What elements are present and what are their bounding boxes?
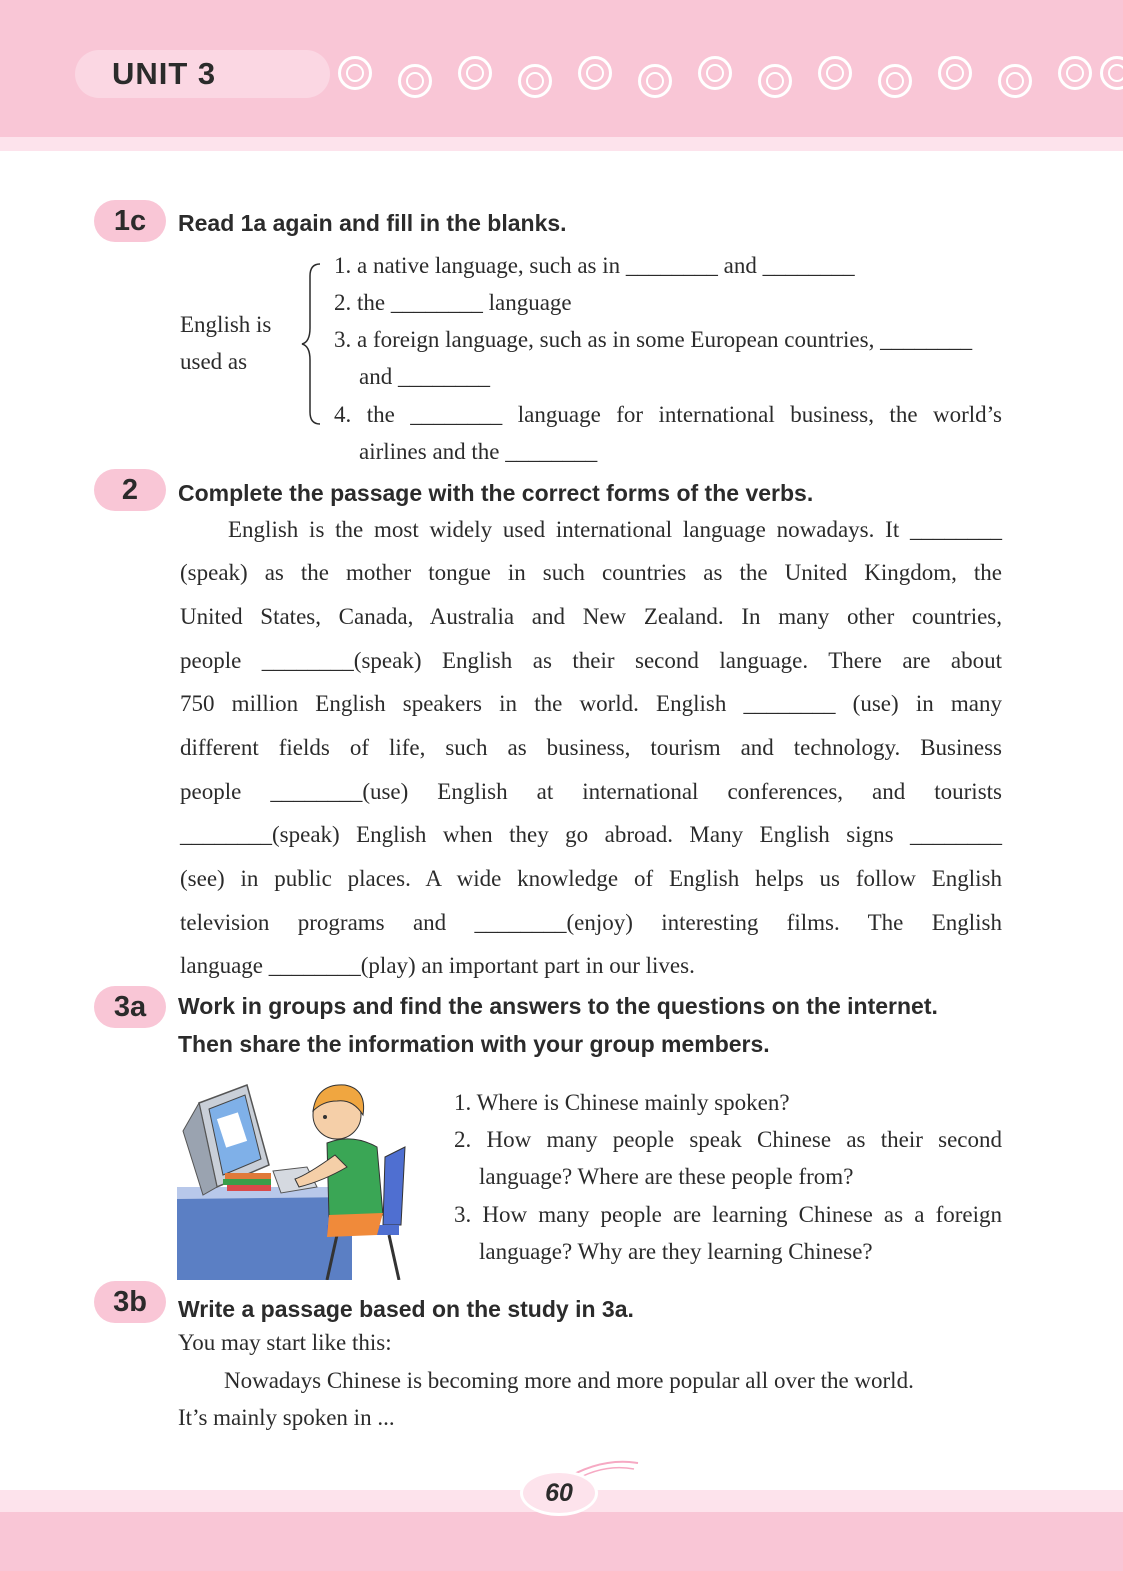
- page-number: 60: [520, 1470, 598, 1516]
- ring-icon: [398, 64, 432, 98]
- passage-line: people ________(use) English at international conferences, and tourists: [180, 779, 1002, 804]
- stem-line-2: used as: [180, 349, 248, 374]
- badge-2: 2: [94, 469, 166, 511]
- badge-3b: 3b: [94, 1281, 166, 1323]
- ring-icon: [938, 56, 972, 90]
- ring-icon: [698, 56, 732, 90]
- passage-line: people ________(speak) English as their second language. There are about: [180, 648, 1002, 673]
- ring-icon: [878, 64, 912, 98]
- question-item: 3. How many people are learning Chinese as a foreign: [454, 1202, 1002, 1227]
- sample-line: It’s mainly spoken in ...: [178, 1405, 395, 1430]
- passage-line: (see) in public places. A wide knowledge of English helps us follow English: [180, 866, 1002, 891]
- passage-line: 750 million English speakers in the world. English ________ (use) in many: [180, 691, 1002, 716]
- badge-3a: 3a: [94, 986, 166, 1028]
- passage-line: language ________(play) an important part in our lives.: [180, 953, 695, 978]
- unit-title: UNIT 3: [112, 56, 217, 91]
- question-item: 2. How many people speak Chinese as their second: [454, 1127, 1002, 1152]
- ring-icon: [458, 56, 492, 90]
- list-item: and ________: [359, 364, 490, 389]
- list-item: airlines and the ________: [359, 439, 598, 464]
- ring-icon: [638, 64, 672, 98]
- boy-at-computer-illustration: [177, 1075, 417, 1280]
- ring-icon: [578, 56, 612, 90]
- list-item: 1. a native language, such as in ________ and ________: [334, 253, 855, 278]
- ring-icon: [338, 56, 372, 90]
- ring-icon: [1058, 56, 1092, 90]
- passage-line: United States, Canada, Australia and New Zealand. In many other countries,: [180, 604, 1002, 629]
- heading-3a-line2: Then share the information with your group members.: [178, 1031, 770, 1057]
- curly-brace: [300, 262, 322, 426]
- header-stripe: [0, 137, 1123, 151]
- question-item: language? Where are these people from?: [479, 1164, 854, 1189]
- passage-line: English is the most widely used international language nowadays. It ________: [228, 517, 1002, 542]
- list-item: 2. the ________ language: [334, 290, 572, 315]
- ring-icon: [1100, 56, 1123, 90]
- decorative-rings: [330, 48, 1123, 108]
- passage-line: different fields of life, such as business, tourism and technology. Business: [180, 735, 1002, 760]
- ring-icon: [818, 56, 852, 90]
- passage-line: (speak) as the mother tongue in such countries as the United Kingdom, the: [180, 560, 1002, 585]
- list-item: 4. the ________ language for international business, the world’s: [334, 402, 1002, 427]
- ring-icon: [518, 64, 552, 98]
- ring-icon: [758, 64, 792, 98]
- passage-line: television programs and ________(enjoy) interesting films. The English: [180, 910, 1002, 935]
- badge-1c: 1c: [94, 200, 166, 242]
- heading-3b: Write a passage based on the study in 3a.: [178, 1296, 634, 1322]
- stem-line-1: English is: [180, 312, 272, 337]
- list-item: 3. a foreign language, such as in some European countries, ________: [334, 327, 973, 352]
- question-item: language? Why are they learning Chinese?: [479, 1239, 873, 1264]
- heading-1c: Read 1a again and fill in the blanks.: [178, 210, 567, 236]
- heading-3a-line1: Work in groups and find the answers to the questions on the internet.: [178, 993, 938, 1019]
- question-item: 1. Where is Chinese mainly spoken?: [454, 1090, 790, 1115]
- heading-2: Complete the passage with the correct forms of the verbs.: [178, 480, 814, 506]
- sample-line: Nowadays Chinese is becoming more and more popular all over the world.: [224, 1368, 914, 1393]
- ring-icon: [998, 64, 1032, 98]
- instruction-line: You may start like this:: [178, 1330, 392, 1355]
- passage-line: ________(speak) English when they go abroad. Many English signs ________: [180, 822, 1002, 847]
